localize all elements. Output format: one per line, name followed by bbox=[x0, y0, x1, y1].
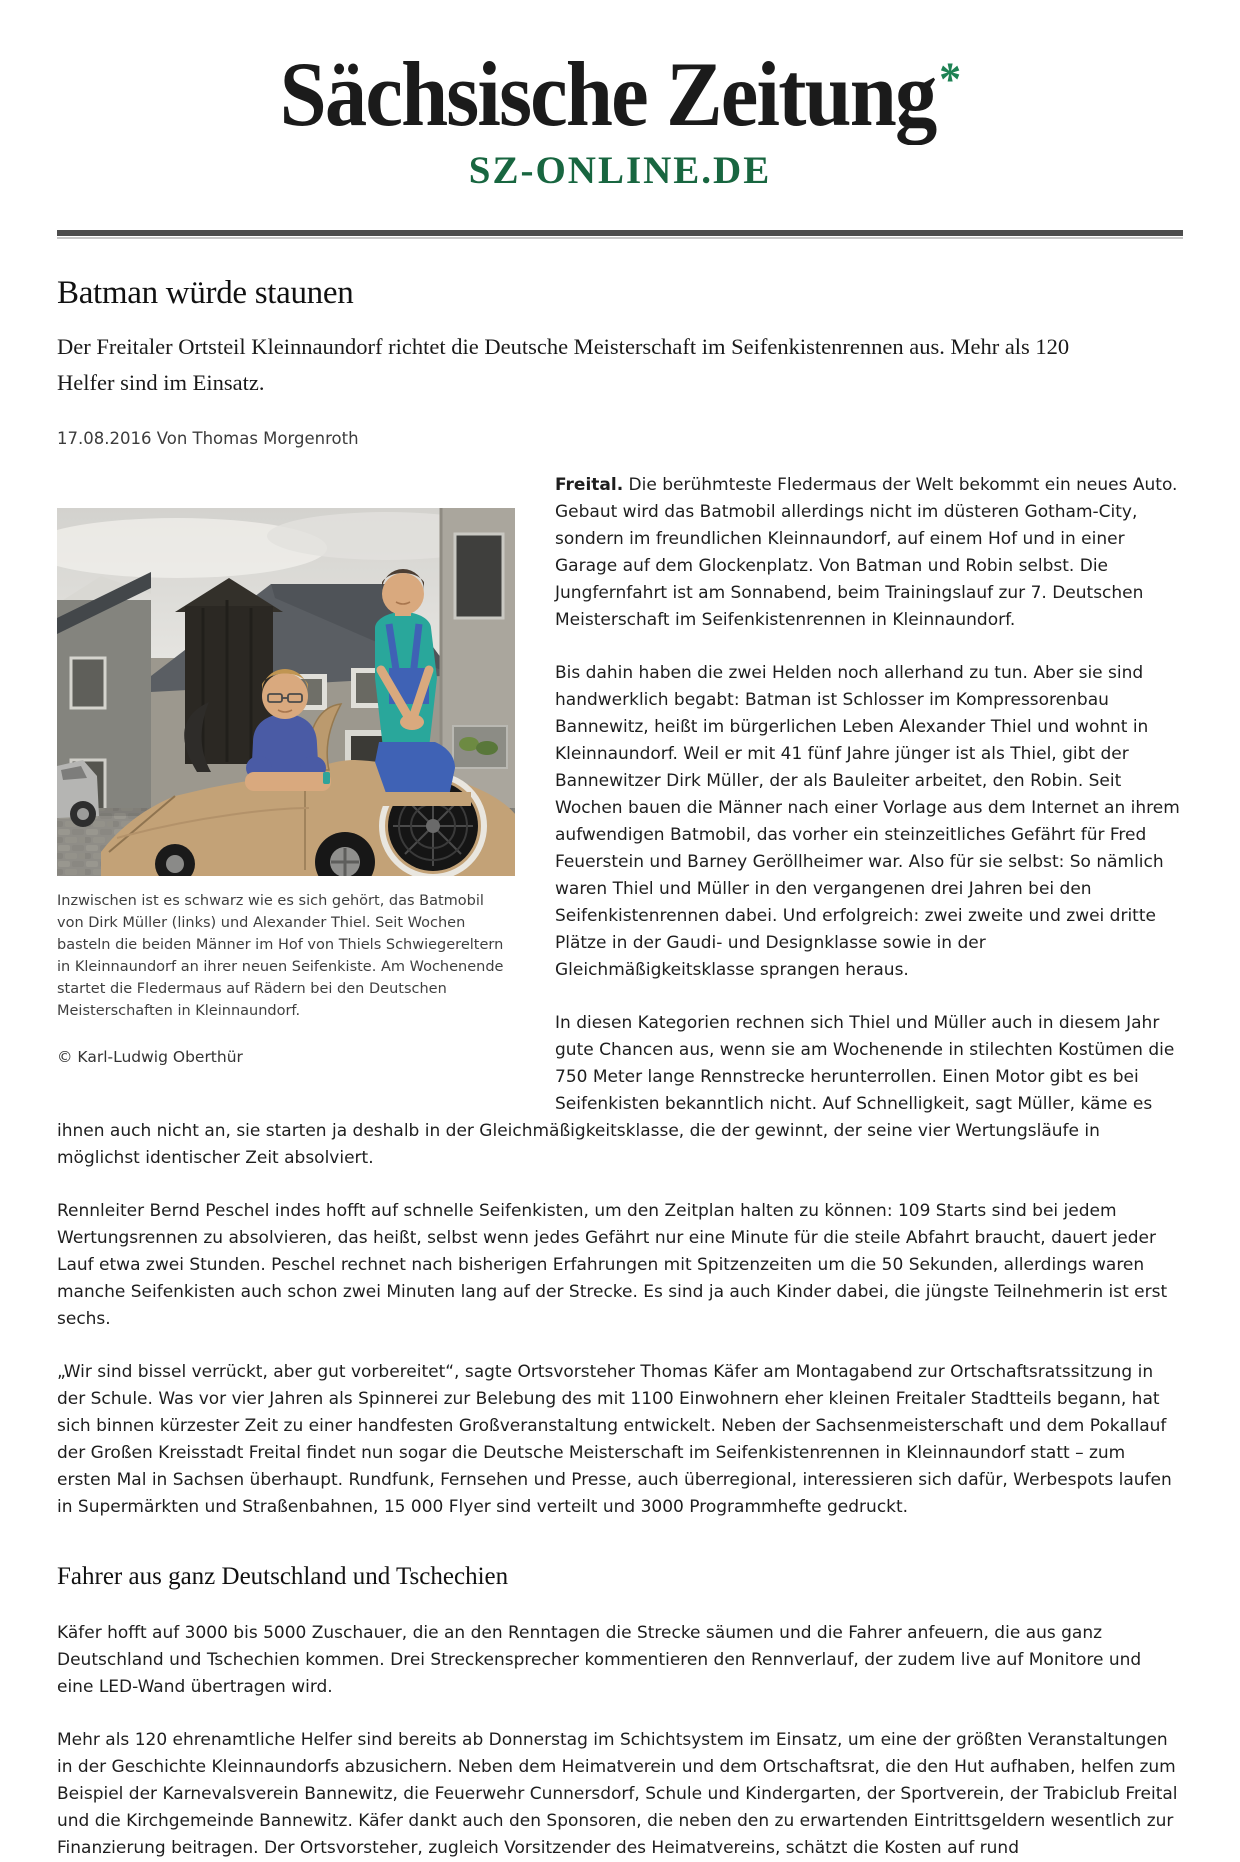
article-dateline: 17.08.2016 Von Thomas Morgenroth bbox=[57, 429, 359, 449]
article-figure bbox=[57, 508, 515, 1071]
article-subheadline: Der Freitaler Ortsteil Kleinnaundorf richtet die Deutsche Meisterschaft im Seifenkistenrennen aus. Mehr als 120 Helfer sind im Einsatz. bbox=[57, 333, 1070, 395]
divider-rule bbox=[57, 230, 1183, 239]
photo-caption: Inzwischen ist es schwarz wie es sich gehört, das Batmobil von Dirk Müller (links) und Alexander Thiel. Seit Wochen basteln die beiden Männer im Hof von Thiels Schwiegereltern in Kleinnaundorf an ihrer neuen Seifenkiste. Am Wochenende startet die Fledermaus auf Rädern bei den Deutschen Meisterschaften in Kleinnaundorf. bbox=[57, 893, 504, 1020]
article bbox=[57, 275, 1183, 1862]
section-heading: Fahrer aus ganz Deutschland und Tschechien bbox=[57, 1563, 509, 1591]
divider-rule-dark bbox=[57, 230, 1183, 236]
article-paragraph: Mehr als 120 ehrenamtliche Helfer sind bereits ab Donnerstag im Schichtsystem im Einsatz, um eine der größten Veranstaltungen in der Geschichte Kleinnaundorfs abzusichern. Neben dem Heimatverein und dem Ortschaftsrat, die den Hut aufhaben, helfen zum Beispiel der Karnevalsverein Bannewitz, die Feuerwehr Cunnersdorf, Schule und Kindergarten, der Sportverein, der Trabiclub Freital und die Kirchgemeinde Bannewitz. Käfer dankt auch den Sponsoren, die neben den zu erwartenden Eintrittsgeldern wesentlich zur Finanzierung beitragen. Der Ortsvorsteher, zugleich Vorsitzender des Heimatvereins, schätzt die Kosten auf rund bbox=[57, 1730, 1178, 1859]
article-body bbox=[57, 472, 1183, 1862]
article-paragraph: Bis dahin haben die zwei Helden noch allerhand zu tun. Aber sie sind handwerklich begabt: Batman ist Schlosser im Kompressorenbau Bannewitz, heißt im bürgerlichen Leben Alexander Thiel und wohnt in Kleinnaundorf. Weil er mit 41 fünf Jahre jünger ist als Thiel, gibt der Bannewitzer Dirk Müller, der als Bauleiter arbeitet, den Robin. Seit Wochen bauen die Männer nach einer Vorlage aus dem Internet an ihrem aufwendigen Batmobil, das vorher ein steinzeitliches Gefährt für Fred Feuerstein und Barney Geröllheimer war. Also für sie selbst: So nämlich waren Thiel und Müller in den vergangenen drei Jahren bei den Seifenkistenrennen dabei. Und erfolgreich: zwei zweite und zwei dritte Plätze in der Gaudi- und Designklasse sowie in der Gleichmäßigkeitsklasse sprangen heraus. bbox=[555, 663, 1180, 981]
divider-rule-light bbox=[57, 237, 1183, 239]
photo-credit: © Karl-Ludwig Oberthür bbox=[57, 1048, 243, 1067]
masthead-logo[interactable] bbox=[279, 43, 961, 145]
article-headline: Batman würde staunen bbox=[57, 274, 354, 311]
article-paragraph: Käfer hofft auf 3000 bis 5000 Zuschauer, die an den Renntagen die Strecke säumen und die Fahrer anfeuern, die aus ganz Deutschland und Tschechien kommen. Drei Streckensprecher kommentieren den Rennverlauf, der zudem live auf Monitore und eine LED-Wand übertragen wird. bbox=[57, 1623, 1142, 1698]
article-paragraph: „Wir sind bissel verrückt, aber gut vorbereitet“, sagte Ortsvorsteher Thomas Käfer am Montagabend zur Ortschaftsratssitzung in der Schule. Was vor vier Jahren als Spinnerei zur Belebung des mit 1100 Einwohnern eher kleinen Freitaler Stadtteils begann, hat sich binnen kürzester Zeit zu einer handfesten Großveranstaltung entwickelt. Neben der Sachsenmeisterschaft und dem Pokallauf der Großen Kreisstadt Freital findet nun sogar die Deutsche Meisterschaft im Seifenkistenrennen in Kleinnaundorf statt – zum ersten Mal in Sachsen überhaupt. Rundfunk, Fernsehen und Presse, auch überregional, interessieren sich dafür, Werbespots laufen in Supermärkten und Straßenbahnen, 15 000 Flyer sind verteilt und 3000 Programmhefte gedruckt. bbox=[57, 1362, 1172, 1518]
masthead-subtitle: SZ-ONLINE.DE bbox=[468, 148, 772, 192]
masthead-asterisk: * bbox=[938, 53, 961, 107]
article-photo bbox=[57, 508, 515, 876]
article-paragraph: Rennleiter Bernd Peschel indes hofft auf schnelle Seifenkisten, um den Zeitplan halten zu können: 109 Starts sind bei jedem Wertungsrennen zu absolvieren, das heißt, selbst wenn jedes Gefährt nur eine Minute für die steile Abfahrt braucht, dauert jeder Lauf etwa zwei Stunden. Peschel rechnet nach bisherigen Erfahrungen mit Spitzenzeiten um die 50 Sekunden, allerdings waren manche Seifenkisten auch schon zwei Minuten lang auf der Strecke. Es sind ja auch Kinder dabei, die jüngste Teilnehmerin ist erst sechs. bbox=[57, 1201, 1168, 1330]
article-paragraph: In diesen Kategorien rechnen sich Thiel und Müller auch in diesem Jahr gute Chancen aus, wenn sie am Wochenende in stilechten Kostümen die 750 Meter lange Rennstrecke herunterrollen. Einen Motor gibt es bei Seifenkisten bekanntlich nicht. Auf Schnelligkeit, sagt Müller, käme es ihnen auch nicht an, sie starten ja deshalb in der Gleichmäßigkeitsklasse, die der gewinnt, der seine vier Wertungsläufe in möglichst identischer Zeit absolviert. bbox=[57, 1013, 1175, 1169]
masthead bbox=[57, 40, 1183, 190]
article-lead-location: Freital. bbox=[555, 475, 624, 496]
masthead-title-text: Sächsische Zeitung bbox=[279, 43, 936, 145]
article-intro-text: Die berühmteste Fledermaus der Welt bekommt ein neues Auto. Gebaut wird das Batmobil allerdings nicht im düsteren Gotham-City, sondern im freundlichen Kleinnaundorf, auf einem Hof und in einer Garage auf dem Glockenplatz. Von Batman und Robin selbst. Die Jungfernfahrt ist am Sonnabend, beim Trainingslauf zur 7. Deutschen Meisterschaft im Seifenkistenrennen in Kleinnaundorf. bbox=[555, 475, 1178, 631]
